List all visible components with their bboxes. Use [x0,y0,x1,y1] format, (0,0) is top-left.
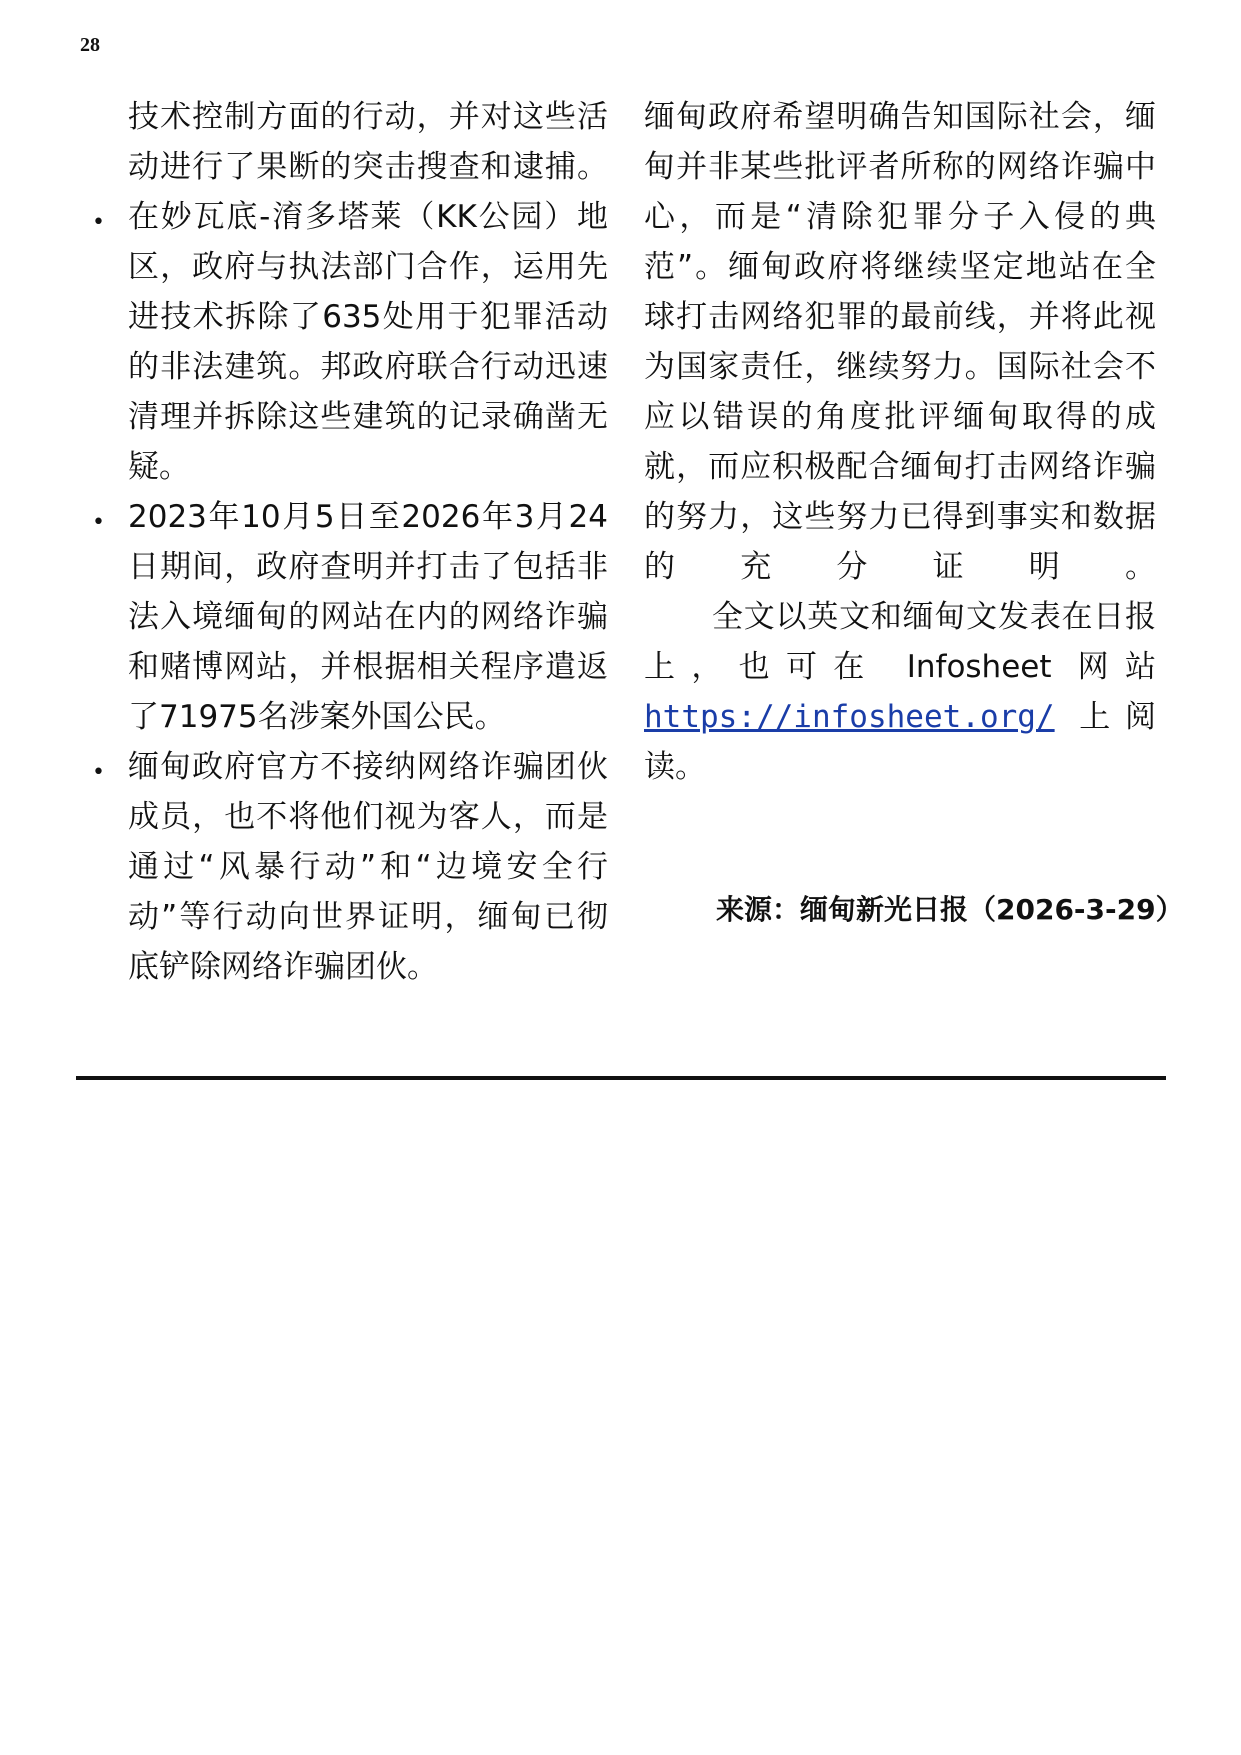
infosheet-link[interactable]: https://infosheet.org/ [644,699,1055,735]
page-number: 28 [80,34,100,56]
left-column [128,92,608,992]
publication-note [644,592,1156,792]
intro-paragraph: 技术控制方面的行动，并对这些活动进行了果断的突击搜查和逮捕。 [128,99,608,185]
bullet-item-demolition: • 在妙瓦底-淯多塔莱（KK公园）地区，政府与执法部门合作，运用先进技术拆除了635处用于犯罪活动的非法建筑。邦政府联合行动迅速清理并拆除这些建筑的记录确凿无疑。 [128,192,608,492]
section-divider [76,1076,1166,1080]
bullet-item-operations: • 缅甸政府官方不接纳网络诈骗团伙成员，也不将他们视为客人，而是通过“风暴行动”和“边境安全行动”等行动向世界证明，缅甸已彻底铲除网络诈骗团伙。 [128,742,608,992]
bullet-list [128,192,608,992]
right-column [644,92,1156,792]
publication-note-end: 上阅读。 [644,699,1156,785]
bullet-item-repatriation: • 2023年10月5日至2026年3月24日期间，政府查明并打击了包括非法入境缅甸的网站在内的网络诈骗和赌博网站，并根据相关程序遣返了71975名涉案外国公民。 [128,492,608,742]
publication-note-text: 全文以英文和缅甸文发表在日报上，也可在 Infosheet 网站 [644,599,1156,685]
source-credit: 来源：缅甸新光日报（2026-3-29） [716,893,1184,926]
statement-paragraph: 缅甸政府希望明确告知国际社会，缅甸并非某些批评者所称的网络诈骗中心，而是“清除犯罪分子入侵的典范”。缅甸政府将继续坚定地站在全球打击网络犯罪的最前线，并将此视为国家责任，继续努力。国际社会不应以错误的角度批评缅甸取得的成就，而应积极配合缅甸打击网络诈骗的努力，这些努力已得到事实和数据的充分证明。 [644,99,1156,585]
